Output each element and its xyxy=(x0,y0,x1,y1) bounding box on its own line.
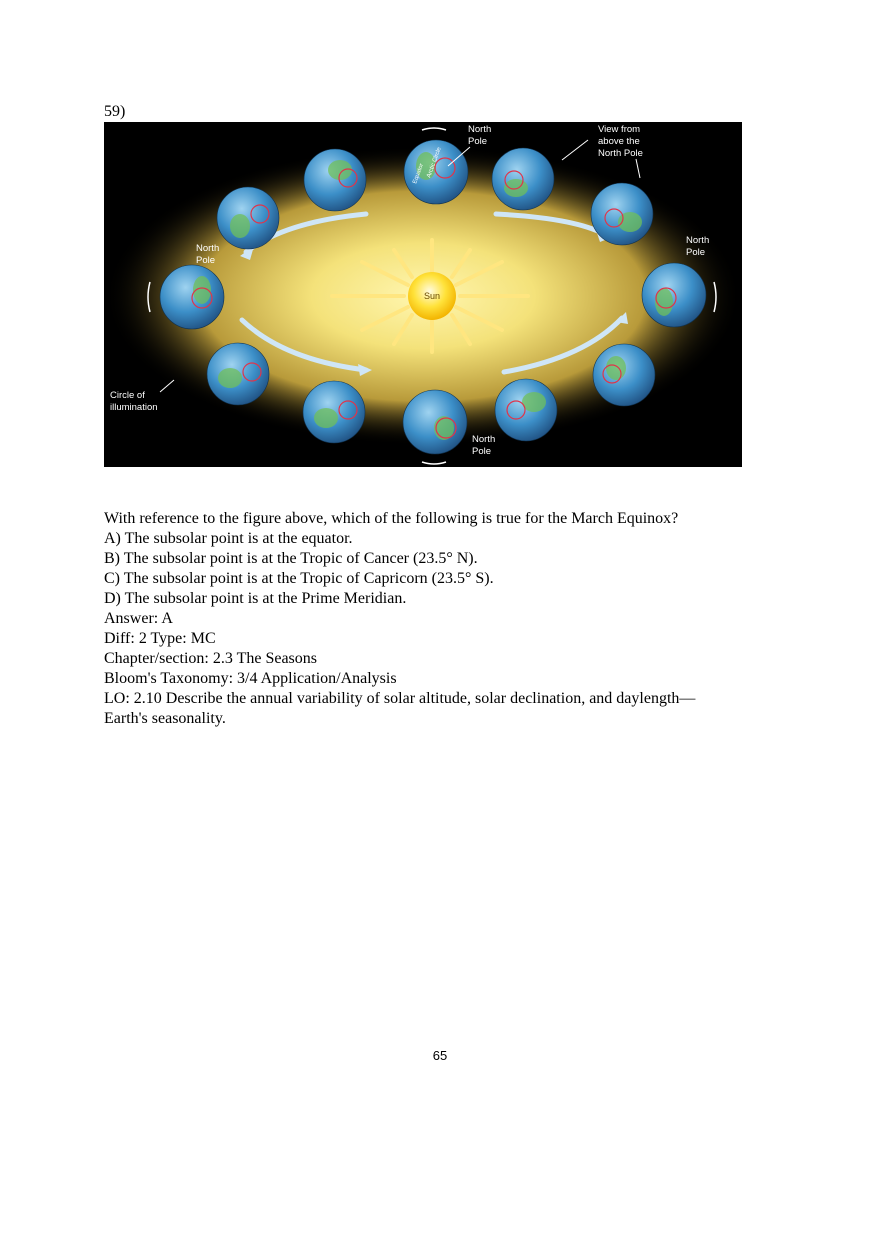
arctic-circle-label: Arctic Circle xyxy=(426,146,443,179)
circle-of-illumination-label-line2: illumination xyxy=(110,402,158,413)
learning-objective-line2: Earth's seasonality. xyxy=(104,710,226,727)
north-pole-top-label-line2: Pole xyxy=(468,136,488,147)
north-pole-right-label-line2: Pole xyxy=(686,247,706,258)
north-pole-bottom-label-line2: Pole xyxy=(472,446,492,457)
view-from-label-line2: above the xyxy=(598,136,640,147)
answer: Answer: A xyxy=(104,610,173,627)
globe xyxy=(403,390,467,454)
globe xyxy=(642,263,706,327)
question-number: 59) xyxy=(104,103,126,120)
seasons-figure xyxy=(104,122,742,467)
question-text xyxy=(104,509,764,729)
earth-orbit-diagram xyxy=(104,122,742,467)
globe xyxy=(495,379,557,441)
sun-label: Sun xyxy=(423,291,441,301)
globe xyxy=(217,187,279,249)
equator-label: Equator xyxy=(412,162,426,185)
north-pole-bottom-label-line1: North xyxy=(472,434,496,445)
option-d: D) The subsolar point is at the Prime Meridian. xyxy=(104,590,407,607)
option-a: A) The subsolar point is at the equator. xyxy=(104,530,353,547)
north-pole-left-label-line1: North xyxy=(196,243,220,254)
blooms-taxonomy: Bloom's Taxonomy: 3/4 Application/Analysis xyxy=(104,670,397,687)
view-from-leader-1 xyxy=(562,140,588,160)
chapter-section: Chapter/section: 2.3 The Seasons xyxy=(104,650,317,667)
view-from-label-line1: View from xyxy=(598,124,641,135)
view-from-leader-2 xyxy=(636,159,640,178)
circle-of-illumination-label-line1: Circle of xyxy=(110,390,145,401)
option-c: C) The subsolar point is at the Tropic of Capricorn (23.5° S). xyxy=(104,570,494,587)
question-stem: With reference to the figure above, which of the following is true for the March Equinox? xyxy=(104,510,679,527)
diff-type: Diff: 2 Type: MC xyxy=(104,630,216,647)
learning-objective-line1: LO: 2.10 Describe the annual variability of solar altitude, solar declination, and daylength— xyxy=(104,690,696,707)
north-pole-right-label-line1: North xyxy=(686,235,710,246)
north-pole-left-label-line2: Pole xyxy=(196,255,216,266)
option-b: B) The subsolar point is at the Tropic of Cancer (23.5° N). xyxy=(104,550,478,567)
north-pole-top-label-line1: North xyxy=(468,124,492,135)
page-number: 65 xyxy=(432,1048,448,1063)
view-from-label-line3: North Pole xyxy=(598,148,643,159)
